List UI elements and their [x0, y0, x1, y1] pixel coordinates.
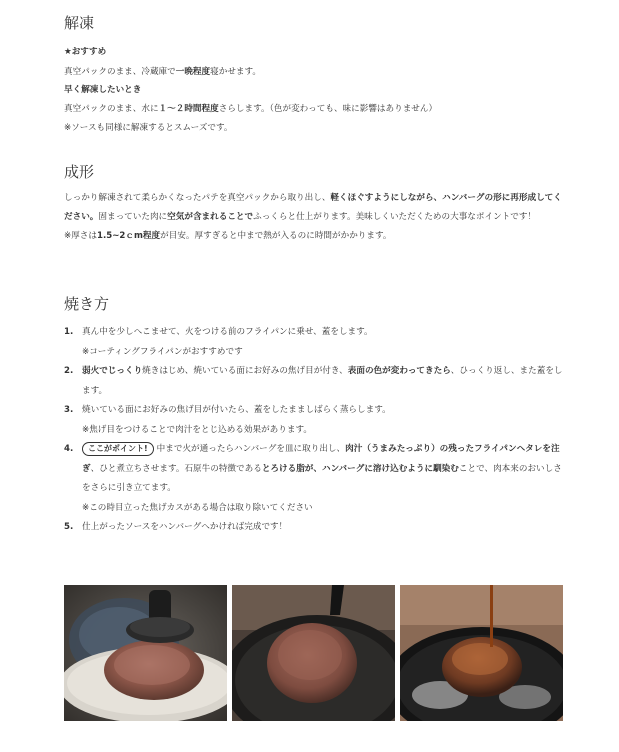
thaw-recommended-text: 真空パックのまま、冷蔵庫で一晩程度寝かせます。 [64, 67, 261, 77]
cook-step-4: 4. ここがポイント! 中まで火が通ったらハンバーグを皿に取り出し、肉汁（うまみたっぷり）の残ったフライパンへタレを注ぎ、ひと煮立ちさせます。石原牛の特徴であるとろける脂が、ハンバーグに溶け込むように馴染むことで、肉本来のおいしさをさらに引き立てます。 ※この時目立った焦げカスがある場合は取り除いてください [64, 440, 569, 518]
thaw-sauce-note: ※ソースも同様に解凍するとスムーズです。 [64, 123, 233, 133]
photo-sauce-pour [400, 585, 563, 721]
cook-step-1-note: ※コーティングフライパンがおすすめです [82, 346, 243, 357]
photo-frying-patty [232, 585, 395, 721]
photo-pressing-patty [64, 585, 227, 721]
shape-paragraph: しっかり解凍されて柔らかくなったパテを真空パックから取り出し、軽くほぐすようにしながら、ハンバーグの形に再形成してください。固まっていた肉に空気が含まれることでふっくらと仕上がります。美味しくいただくための大事なポイントです！ ※厚さは1.5~2ｃm程度が目安。厚すぎると中まで熱が入るのに時間がかかります。 [64, 193, 562, 241]
point-badge: ここがポイント! [82, 442, 154, 456]
thaw-fast-label: 早く解凍したいとき [64, 85, 142, 95]
cook-step-3-note: ※焦げ目をつけることで肉汁をとじ込める効果があります。 [82, 424, 312, 435]
cook-step-5: 5. 仕上がったソースをハンバーグへかければ完成です！ [64, 522, 288, 532]
cook-step-2: 2. 弱火でじっくり焼きはじめ、焼いている面にお好みの焦げ目が付き、表面の色が変わってきたら、ひっくり返し、また蓋をします。 [64, 366, 563, 396]
cook-step-1: 1. 真ん中を少しへこませて、火をつける前のフライパンに乗せ、蓋をします。 ※コーティングフライパンがおすすめです [64, 323, 569, 362]
shape-thickness-note: ※厚さは1.5~2ｃm程度が目安。厚すぎると中まで熱が入るのに時間がかかります。 [64, 231, 392, 241]
shape-heading: 成形 [64, 163, 95, 181]
thaw-recommended-label: ★おすすめ [64, 47, 107, 57]
cook-heading: 焼き方 [64, 295, 110, 313]
thaw-fast-text: 真空パックのまま、水に１～２時間程度さらします。（色が変わっても、味に影響はありません） [64, 104, 438, 114]
cook-step-4-note: ※この時目立った焦げカスがある場合は取り除いてください [82, 502, 313, 513]
cook-steps-list [64, 323, 569, 538]
thaw-heading: 解凍 [64, 14, 95, 32]
cook-step-3: 3. 焼いている面にお好みの焦げ目が付いたら、蓋をしたまましばらく蒸らします。 ※焦げ目をつけることで肉汁をとじ込める効果があります。 [64, 401, 569, 440]
